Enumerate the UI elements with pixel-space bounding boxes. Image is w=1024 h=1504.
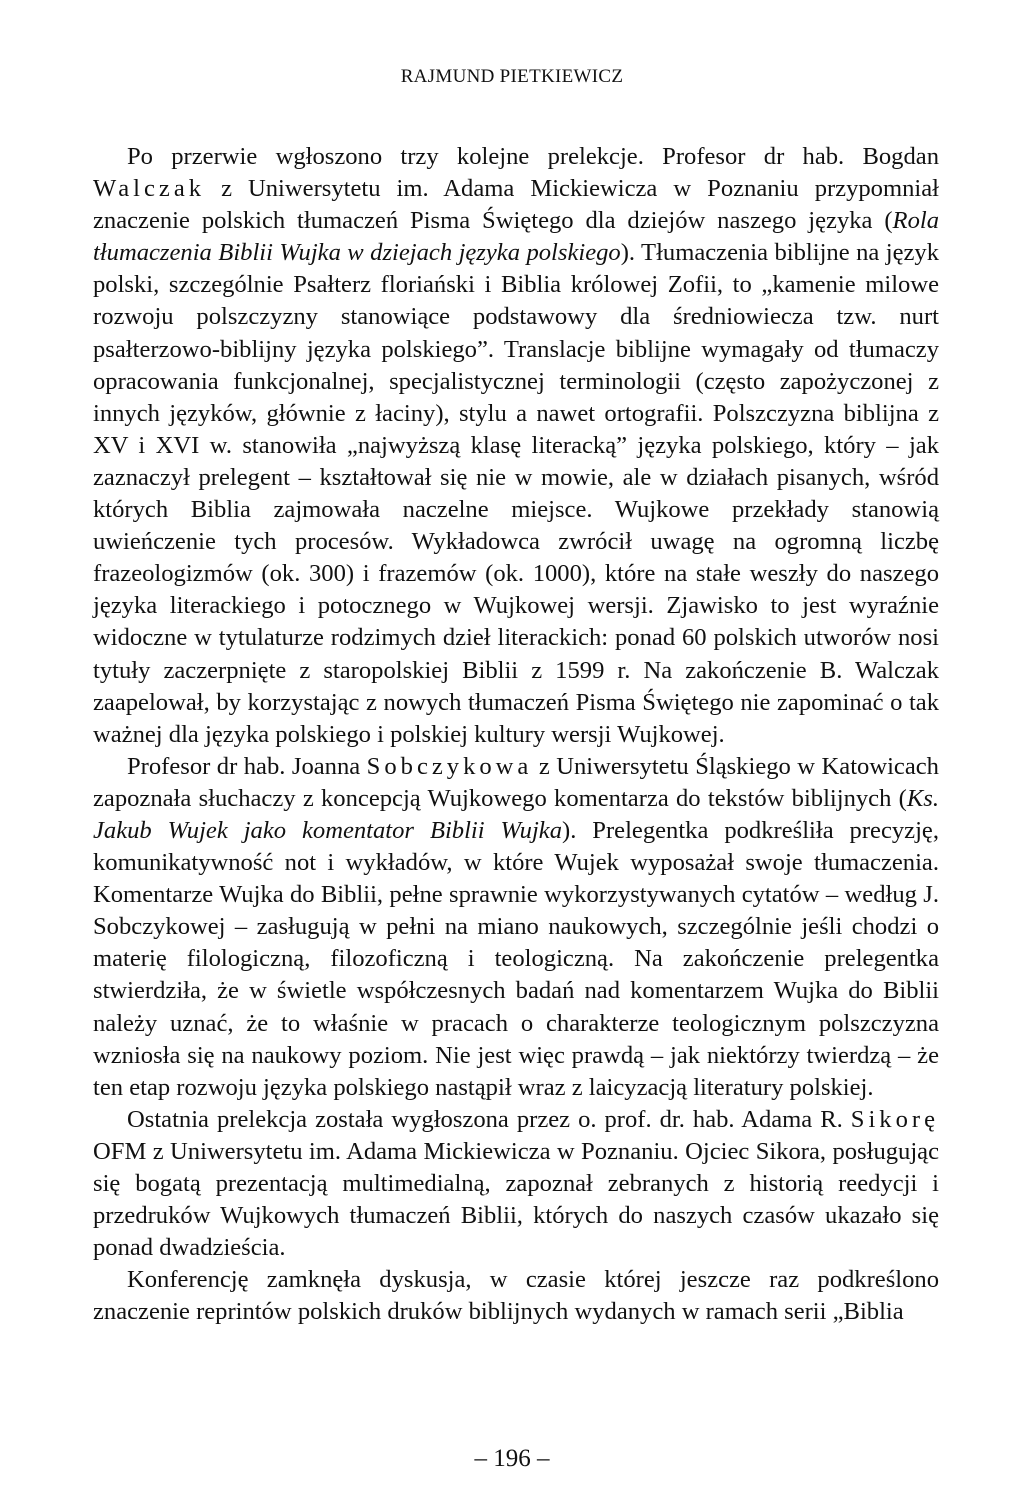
lecture-title: Rola tłumaczenia Biblii Wujka w dziejach języka polskiego: [93, 207, 939, 267]
speaker-name: Sikorę: [850, 1105, 939, 1133]
paragraph-text: z Uniwersytetu Śląskiego w Katowicach zapoznała słuchaczy z koncepcją Wujkowego komentarza do tekstów biblijnych (: [93, 752, 939, 812]
paragraph-walczak: [93, 141, 939, 751]
paragraph-sobczykowa: [93, 751, 939, 1104]
paragraph-text: Ostatnia prelekcja została wygłoszona przez o. prof. dr. hab. Adama R.: [127, 1105, 851, 1133]
page-number: – 196 –: [474, 1445, 550, 1472]
running-header: RAJMUND PIETKIEWICZ: [400, 66, 624, 87]
speaker-name: Walczak: [93, 175, 206, 203]
lecture-title: Ks. Jakub Wujek jako komentator Biblii Wujka: [93, 784, 939, 844]
paragraph-text: ). Tłumaczenia biblijne na język polski, szczególnie Psałterz floriański i Biblia królowej Zofii, to „kamenie milowe rozwoju polszczyzny stanowiące podstawowy dla średniowiecza tzw. nurt psałterzowo-biblijny języka polskiego”. Translacje biblijne wymagały od tłumaczy opracowania funkcjonalnej, specjalistycznej terminologii (często zapożyczonej z innych języków, głównie z łaciny), stylu a nawet ortografii. Polszczyzna biblijna z XV i XVI w. stanowiła „najwyższą klasę literacką” języka polskiego, który – jak zaznaczył prelegent – kształtował się nie w mowie, ale w działach pisanych, wśród których Biblia zajmowała naczelne miejsce. Wujkowe przekłady stanowią uwieńczenie tych procesów. Wykładowca zwrócił uwagę na ogromną liczbę frazeologizmów (ok. 300) i frazemów (ok. 1000), które na stałe weszły do naszego języka literackiego i potocznego w Wujkowej wersji. Zjawisko to jest wyraźnie widoczne w tytulaturze rodzimych dzieł literackich: ponad 60 polskich utworów nosi tytuły zaczerpnięte z staropolskiej Biblii z 1599 r. Na zakończenie B. Walczak zaapelował, by korzystając z nowych tłumaczeń Pisma Świętego nie zapominać o tak ważnej dla języka polskiego i polskiej kultury wersji Wujkowej.: [93, 239, 939, 748]
speaker-name: Sobczykowa: [366, 752, 533, 780]
paragraph-text: z Uniwersytetu im. Adama Mickiewicza w Poznaniu przypomniał znaczenie polskich tłumaczeń Pisma Świętego dla dziejów naszego języka (: [93, 175, 939, 235]
paragraph-text: Profesor dr hab. Joanna: [127, 752, 367, 780]
body-text: [93, 141, 939, 1328]
paragraph-text: Konferencję zamknęła dyskusja, w czasie której jeszcze raz podkreślono znaczenie reprintów polskich druków biblijnych wydanych w ramach serii „Biblia: [93, 1266, 939, 1326]
paragraph-text: OFM z Uniwersytetu im. Adama Mickiewicza w Poznaniu. Ojciec Sikora, posługując się bogatą prezentacją multimedialną, zapoznał zebranych z historią reedycji i przedruków Wujkowych tłumaczeń Biblii, których do naszych czasów ukazało się ponad dwadzieścia.: [93, 1137, 939, 1262]
paragraph-sikora: [93, 1104, 939, 1264]
paragraph-text: Po przerwie wgłoszono trzy kolejne prelekcje. Profesor dr hab. Bogdan: [127, 143, 939, 170]
paragraph-text: ). Prelegentka podkreśliła precyzję, komunikatywność not i wykładów, w które Wujek wyposażał swoje tłumaczenia. Komentarze Wujka do Biblii, pełne sprawnie wykorzystywanych cytatów – według J. Sobczykowej – zasługują w pełni na miano naukowych, szczególnie jeśli chodzi o materię filologiczną, filozoficzną i teologiczną. Na zakończenie prelegentka stwierdziła, że w świetle współczesnych badań nad komentarzem Wujka do Biblii należy uznać, że to właśnie w pracach o charakterze teologicznym polszczyzna wzniosła się na naukowy poziom. Nie jest więc prawdą – jak niektórzy twierdzą – że ten etap rozwoju języka polskiego nastąpił wraz z laicyzacją literatury polskiej.: [93, 816, 939, 1101]
paragraph-discussion: [93, 1264, 939, 1328]
